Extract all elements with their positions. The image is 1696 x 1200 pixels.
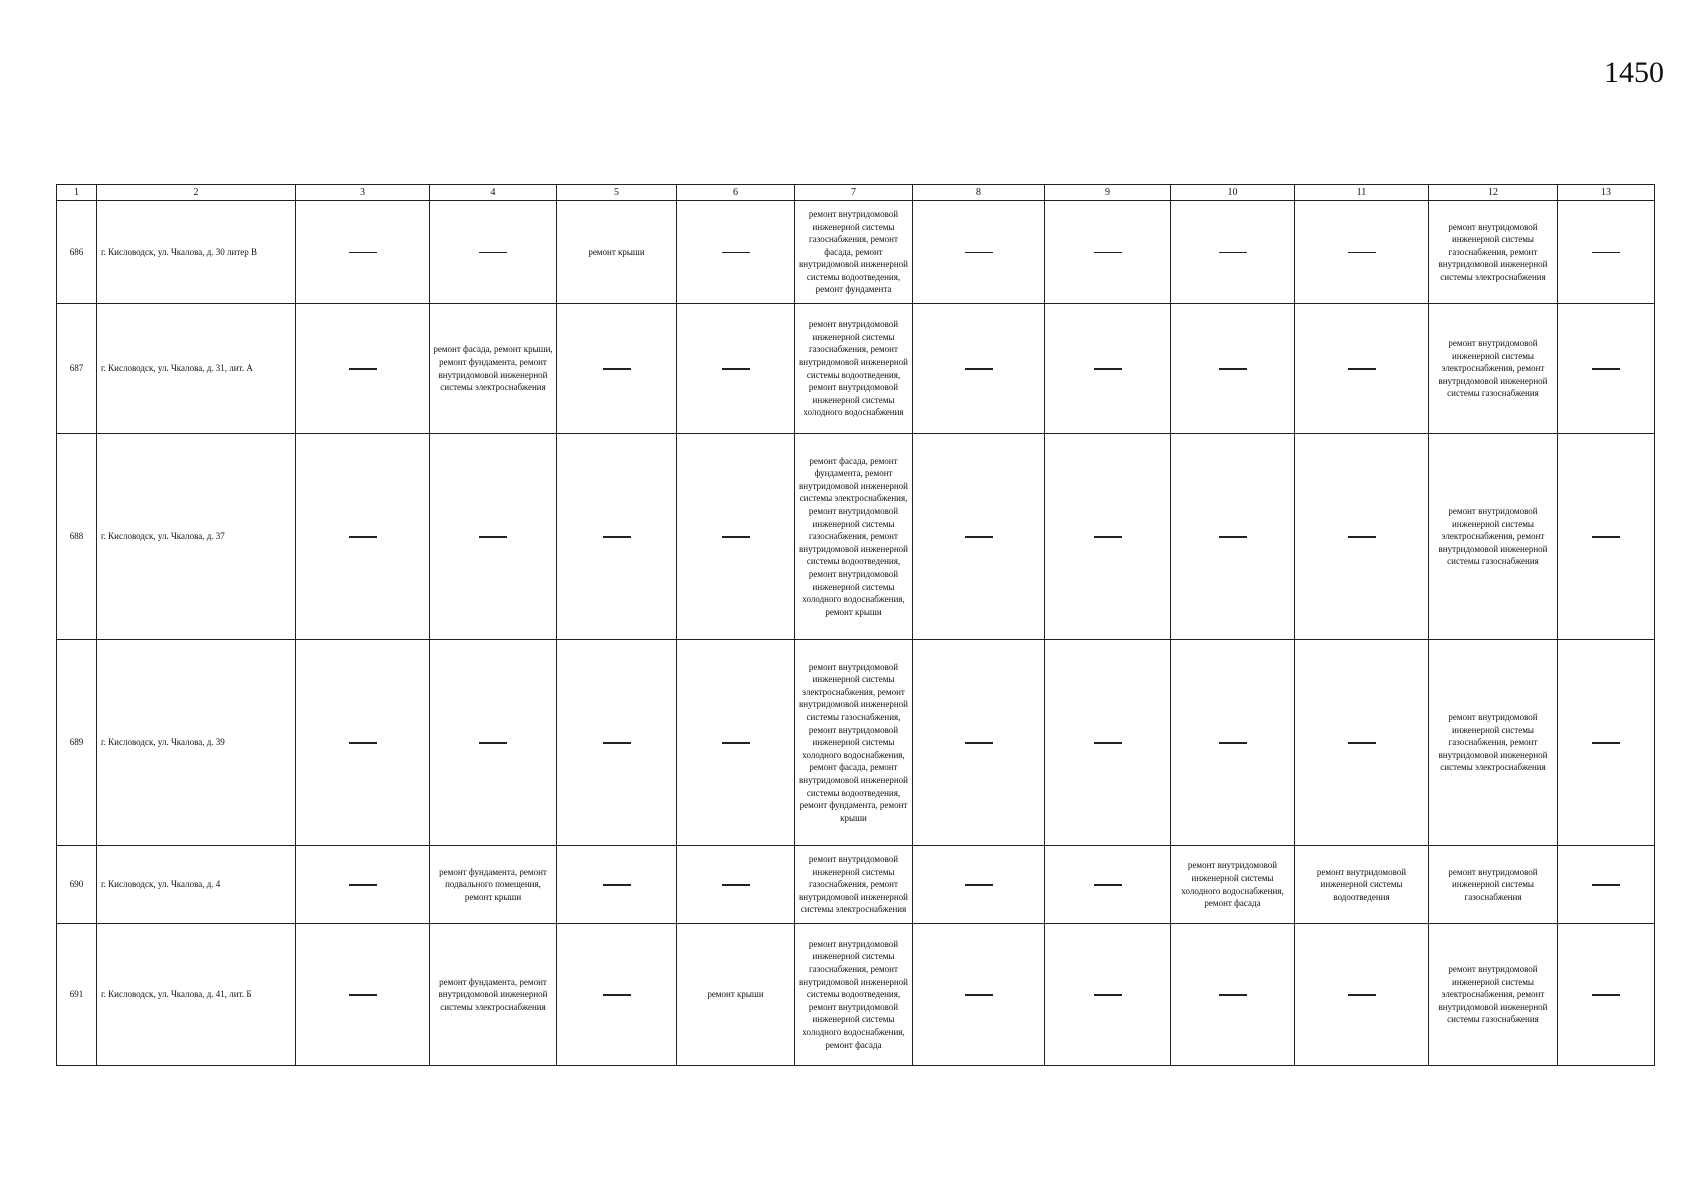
- header-cell: 1: [57, 185, 97, 201]
- cell-c4: [430, 640, 557, 846]
- cell-c8: [913, 924, 1045, 1066]
- empty-dash: [722, 368, 750, 369]
- empty-dash: [603, 368, 631, 369]
- empty-dash: [1348, 742, 1376, 743]
- empty-dash: [479, 536, 507, 537]
- table-row: [57, 304, 1655, 434]
- cell-c9: [1045, 846, 1171, 924]
- empty-dash: [1348, 994, 1376, 995]
- cell-c7: ремонт внутридомовой инженерной системы газоснабжения, ремонт внутридомовой инженерной системы водоотведения, ремонт внутридомовой инженерной системы холодного водоснабжения: [795, 304, 913, 434]
- cell-c8: [913, 201, 1045, 304]
- header-cell: 8: [913, 185, 1045, 201]
- address-cell: г. Кисловодск, ул. Чкалова, д. 31, лит. А: [97, 304, 296, 434]
- empty-dash: [349, 994, 377, 995]
- empty-dash: [965, 252, 993, 253]
- cell-c13: [1558, 304, 1655, 434]
- cell-c7: ремонт внутридомовой инженерной системы газоснабжения, ремонт внутридомовой инженерной системы водоотведения, ремонт внутридомовой инженерной системы холодного водоснабжения, ремонт фасада: [795, 924, 913, 1066]
- empty-dash: [965, 368, 993, 369]
- cell-c11: [1295, 304, 1429, 434]
- row-number: 688: [57, 434, 97, 640]
- cell-c5: [557, 924, 677, 1066]
- cell-c7: ремонт фасада, ремонт фундамента, ремонт внутридомовой инженерной системы электроснабжения, ремонт внутридомовой инженерной системы газоснабжения, ремонт внутридомовой инженерной системы водоотведения, ремонт внутридомовой инженерной системы холодного водоснабжения, ремонт крыши: [795, 434, 913, 640]
- cell-c9: [1045, 304, 1171, 434]
- cell-c4: ремонт фундамента, ремонт подвального помещения, ремонт крыши: [430, 846, 557, 924]
- empty-dash: [603, 884, 631, 885]
- empty-dash: [1094, 536, 1122, 537]
- header-cell: 13: [1558, 185, 1655, 201]
- empty-dash: [349, 536, 377, 537]
- cell-c5: [557, 434, 677, 640]
- cell-c13: [1558, 846, 1655, 924]
- cell-c12: ремонт внутридомовой инженерной системы электроснабжения, ремонт внутридомовой инженерной системы газоснабжения: [1429, 434, 1558, 640]
- empty-dash: [1592, 252, 1620, 253]
- cell-c9: [1045, 434, 1171, 640]
- empty-dash: [722, 252, 750, 253]
- empty-dash: [1219, 536, 1247, 537]
- header-cell: 9: [1045, 185, 1171, 201]
- cell-c6: [677, 640, 795, 846]
- empty-dash: [1592, 742, 1620, 743]
- cell-c3: [296, 304, 430, 434]
- header-cell: 4: [430, 185, 557, 201]
- cell-c6: ремонт крыши: [677, 924, 795, 1066]
- header-cell: 5: [557, 185, 677, 201]
- cell-c11: [1295, 201, 1429, 304]
- empty-dash: [1094, 994, 1122, 995]
- header-cell: 10: [1171, 185, 1295, 201]
- page-number: 1450: [1604, 56, 1664, 89]
- empty-dash: [1348, 536, 1376, 537]
- table-row: [57, 846, 1655, 924]
- empty-dash: [1592, 536, 1620, 537]
- empty-dash: [349, 742, 377, 743]
- empty-dash: [479, 252, 507, 253]
- empty-dash: [349, 884, 377, 885]
- empty-dash: [1094, 252, 1122, 253]
- empty-dash: [1592, 368, 1620, 369]
- empty-dash: [1219, 252, 1247, 253]
- cell-c6: [677, 304, 795, 434]
- address-cell: г. Кисловодск, ул. Чкалова, д. 4: [97, 846, 296, 924]
- cell-c13: [1558, 640, 1655, 846]
- empty-dash: [1348, 252, 1376, 253]
- cell-c11: [1295, 924, 1429, 1066]
- repair-schedule-table: [56, 184, 1655, 1066]
- cell-c10: ремонт внутридомовой инженерной системы холодного водоснабжения, ремонт фасада: [1171, 846, 1295, 924]
- empty-dash: [1094, 742, 1122, 743]
- address-cell: г. Кисловодск, ул. Чкалова, д. 39: [97, 640, 296, 846]
- cell-c4: [430, 201, 557, 304]
- cell-c10: [1171, 640, 1295, 846]
- empty-dash: [1219, 368, 1247, 369]
- cell-c6: [677, 846, 795, 924]
- table-header-row: [57, 185, 1655, 201]
- cell-c3: [296, 640, 430, 846]
- empty-dash: [1592, 994, 1620, 995]
- cell-c3: [296, 924, 430, 1066]
- cell-c6: [677, 201, 795, 304]
- cell-c13: [1558, 924, 1655, 1066]
- empty-dash: [722, 742, 750, 743]
- cell-c12: ремонт внутридомовой инженерной системы газоснабжения, ремонт внутридомовой инженерной системы электроснабжения: [1429, 640, 1558, 846]
- empty-dash: [965, 884, 993, 885]
- empty-dash: [965, 742, 993, 743]
- header-cell: 7: [795, 185, 913, 201]
- empty-dash: [1219, 994, 1247, 995]
- cell-c9: [1045, 201, 1171, 304]
- header-cell: 6: [677, 185, 795, 201]
- cell-c11: [1295, 640, 1429, 846]
- cell-c9: [1045, 924, 1171, 1066]
- cell-c4: ремонт фундамента, ремонт внутридомовой инженерной системы электроснабжения: [430, 924, 557, 1066]
- cell-c10: [1171, 304, 1295, 434]
- cell-c4: ремонт фасада, ремонт крыши, ремонт фундамента, ремонт внутридомовой инженерной системы электроснабжения: [430, 304, 557, 434]
- cell-c12: ремонт внутридомовой инженерной системы газоснабжения, ремонт внутридомовой инженерной системы электроснабжения: [1429, 201, 1558, 304]
- cell-c5: [557, 640, 677, 846]
- row-number: 687: [57, 304, 97, 434]
- cell-c13: [1558, 201, 1655, 304]
- cell-c12: ремонт внутридомовой инженерной системы электроснабжения, ремонт внутридомовой инженерной системы газоснабжения: [1429, 304, 1558, 434]
- header-cell: 11: [1295, 185, 1429, 201]
- cell-c12: ремонт внутридомовой инженерной системы газоснабжения: [1429, 846, 1558, 924]
- cell-c10: [1171, 434, 1295, 640]
- cell-c11: [1295, 434, 1429, 640]
- cell-c11: ремонт внутридомовой инженерной системы водоотведения: [1295, 846, 1429, 924]
- header-cell: 12: [1429, 185, 1558, 201]
- empty-dash: [722, 536, 750, 537]
- table-row: [57, 640, 1655, 846]
- row-number: 691: [57, 924, 97, 1066]
- cell-c13: [1558, 434, 1655, 640]
- header-cell: 2: [97, 185, 296, 201]
- empty-dash: [349, 368, 377, 369]
- header-cell: 3: [296, 185, 430, 201]
- cell-c5: [557, 846, 677, 924]
- address-cell: г. Кисловодск, ул. Чкалова, д. 37: [97, 434, 296, 640]
- cell-c7: ремонт внутридомовой инженерной системы газоснабжения, ремонт фасада, ремонт внутридомовой инженерной системы водоотведения, ремонт фундамента: [795, 201, 913, 304]
- empty-dash: [349, 252, 377, 253]
- empty-dash: [1219, 742, 1247, 743]
- empty-dash: [603, 994, 631, 995]
- empty-dash: [965, 536, 993, 537]
- empty-dash: [965, 994, 993, 995]
- cell-c10: [1171, 201, 1295, 304]
- cell-c7: ремонт внутридомовой инженерной системы газоснабжения, ремонт внутридомовой инженерной системы электроснабжения: [795, 846, 913, 924]
- cell-c4: [430, 434, 557, 640]
- empty-dash: [1094, 368, 1122, 369]
- row-number: 690: [57, 846, 97, 924]
- cell-c6: [677, 434, 795, 640]
- cell-c9: [1045, 640, 1171, 846]
- cell-c8: [913, 304, 1045, 434]
- row-number: 686: [57, 201, 97, 304]
- table-row: [57, 434, 1655, 640]
- cell-c3: [296, 201, 430, 304]
- empty-dash: [1348, 368, 1376, 369]
- empty-dash: [603, 742, 631, 743]
- cell-c5: [557, 304, 677, 434]
- cell-c7: ремонт внутридомовой инженерной системы электроснабжения, ремонт внутридомовой инженерной системы газоснабжения, ремонт внутридомовой инженерной системы холодного водоснабжения, ремонт фасада, ремонт внутридомовой инженерной системы водоотведения, ремонт фундамента, ремонт крыши: [795, 640, 913, 846]
- empty-dash: [603, 536, 631, 537]
- empty-dash: [1592, 884, 1620, 885]
- address-cell: г. Кисловодск, ул. Чкалова, д. 41, лит. Б: [97, 924, 296, 1066]
- empty-dash: [722, 884, 750, 885]
- empty-dash: [479, 742, 507, 743]
- row-number: 689: [57, 640, 97, 846]
- address-cell: г. Кисловодск, ул. Чкалова, д. 30 литер В: [97, 201, 296, 304]
- empty-dash: [1094, 884, 1122, 885]
- cell-c8: [913, 434, 1045, 640]
- cell-c12: ремонт внутридомовой инженерной системы электроснабжения, ремонт внутридомовой инженерной системы газоснабжения: [1429, 924, 1558, 1066]
- cell-c10: [1171, 924, 1295, 1066]
- cell-c3: [296, 846, 430, 924]
- table-row: [57, 201, 1655, 304]
- table-row: [57, 924, 1655, 1066]
- cell-c8: [913, 640, 1045, 846]
- cell-c5: ремонт крыши: [557, 201, 677, 304]
- cell-c8: [913, 846, 1045, 924]
- cell-c3: [296, 434, 430, 640]
